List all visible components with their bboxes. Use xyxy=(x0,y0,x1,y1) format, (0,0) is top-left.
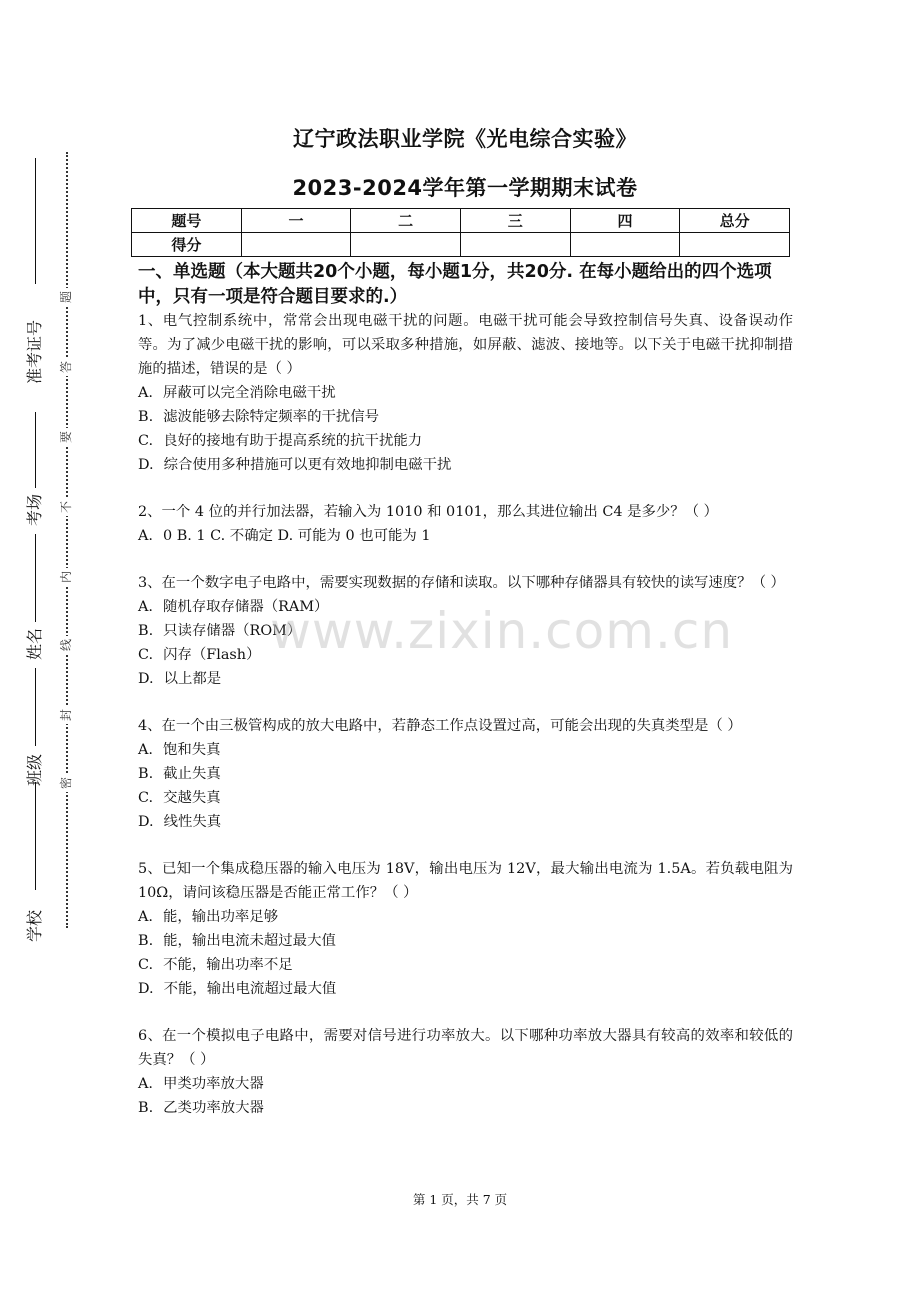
option xyxy=(138,667,793,691)
option xyxy=(138,453,793,477)
option-letter: C. xyxy=(138,433,154,449)
score-cell: 一 xyxy=(241,209,351,233)
seal-char: 答 xyxy=(57,358,75,376)
option-letter: A. xyxy=(138,1076,153,1092)
field-line xyxy=(35,668,36,746)
question xyxy=(138,571,793,691)
seal-char: 不 xyxy=(57,498,75,516)
exam-term-title: 2023-2024学年第一学期期末试卷 xyxy=(292,176,638,200)
option-letter: A. xyxy=(138,385,153,401)
field-line xyxy=(35,158,36,284)
option-text: 交越失真 xyxy=(163,790,221,806)
question-stem: 6、在一个模拟电子电路中，需要对信号进行功率放大。以下哪种功率放大器具有较高的效率和较低的失真？（ ） xyxy=(138,1028,793,1068)
class-label: 班级 xyxy=(25,753,44,786)
option-letter: D. xyxy=(138,671,154,687)
exam-title: 辽宁政法职业学院《光电综合实验》 xyxy=(293,127,637,151)
option-letter: B. xyxy=(138,623,154,639)
seal-char: 线 xyxy=(57,636,75,654)
question-stem: 5、已知一个集成稳压器的输入电压为 18V，输出电压为 12V，最大输出电流为 1.5A。若负载电阻为 10Ω，请问该稳压器是否能正常工作？（ ） xyxy=(138,861,793,901)
seal-char: 封 xyxy=(57,706,75,724)
exam-number-label: 准考证号 xyxy=(25,319,44,384)
option xyxy=(138,429,793,453)
option xyxy=(138,786,793,810)
page-footer: 第 1 页，共 7 页 xyxy=(412,1192,508,1207)
option xyxy=(138,1096,793,1120)
option-text: 随机存取存储器（RAM） xyxy=(162,599,329,615)
option xyxy=(138,977,793,1001)
option-text: 综合使用多种措施可以更有效地抑制电磁干扰 xyxy=(163,457,452,473)
option xyxy=(138,810,793,834)
option-letter: B. xyxy=(138,933,154,949)
score-table-score-row xyxy=(132,233,790,257)
question-stem: 3、在一个数字电子电路中，需要实现数据的存储和读取。以下哪种存储器具有较快的读写速度？（ ） xyxy=(138,575,785,591)
question-stem: 2、一个 4 位的并行加法器，若输入为 1010 和 0101，那么其进位输出 C4 是多少？（ ） xyxy=(138,504,719,520)
option xyxy=(138,381,793,405)
question xyxy=(138,714,793,834)
option xyxy=(138,905,793,929)
question xyxy=(138,309,793,477)
option-text: 闪存（Flash） xyxy=(163,647,261,663)
watermark: www.zixin.com.cn xyxy=(270,602,734,660)
option-text: 滤波能够去除特定频率的干扰信号 xyxy=(163,409,380,425)
field-line xyxy=(35,412,36,488)
option-text: 饱和失真 xyxy=(162,742,221,758)
score-cell: 总分 xyxy=(680,209,790,233)
exam-room-label: 考场 xyxy=(25,493,44,526)
option-text: 以上都是 xyxy=(163,671,222,687)
question-stem: 4、在一个由三极管构成的放大电路中，若静态工作点设置过高，可能会出现的失真类型是（ ） xyxy=(138,718,742,734)
option-text: 能，输出功率足够 xyxy=(162,909,279,925)
score-cell: 四 xyxy=(570,209,680,233)
option-text: 乙类功率放大器 xyxy=(163,1100,264,1116)
option-text: 不能，输出电流超过最大值 xyxy=(163,981,337,997)
seal-char: 题 xyxy=(57,288,75,306)
score-cell xyxy=(351,233,461,257)
option xyxy=(138,405,793,429)
score-table xyxy=(131,208,790,257)
option-letter: B. xyxy=(138,409,154,425)
option xyxy=(138,738,793,762)
score-table-header-row xyxy=(132,209,790,233)
option-text: 良好的接地有助于提高系统的抗干扰能力 xyxy=(163,433,423,449)
question xyxy=(138,857,793,1001)
option xyxy=(138,953,793,977)
option-text: 0 B. 1 C. 不确定 D. 可能为 0 也可能为 1 xyxy=(162,528,431,544)
option xyxy=(138,619,793,643)
field-line xyxy=(35,782,36,890)
section-heading: 一、单选题（本大题共20个小题，每小题1分，共20分. 在每小题给出的四个选项中，只有一项是符合题目要求的.） xyxy=(138,262,772,307)
option-letter: D. xyxy=(138,981,154,997)
option-letter: B. xyxy=(138,1100,154,1116)
option-text: 只读存储器（ROM） xyxy=(163,623,302,639)
score-cell xyxy=(241,233,351,257)
option xyxy=(138,929,793,953)
option-text: 截止失真 xyxy=(163,766,221,782)
seal-char: 要 xyxy=(57,428,75,446)
option xyxy=(138,1072,793,1096)
option-letter: C. xyxy=(138,790,154,806)
name-label: 姓名 xyxy=(25,627,44,660)
option-letter: A. xyxy=(138,742,153,758)
question xyxy=(138,1024,793,1120)
seal-char: 密 xyxy=(57,774,75,792)
score-cell: 得分 xyxy=(132,233,242,257)
option-letter: C. xyxy=(138,957,154,973)
score-cell: 题号 xyxy=(132,209,242,233)
option-letter: A. xyxy=(138,528,153,544)
option xyxy=(138,524,793,548)
score-cell xyxy=(570,233,680,257)
option xyxy=(138,762,793,786)
score-cell: 三 xyxy=(460,209,570,233)
option-letter: A. xyxy=(138,909,153,925)
question-list xyxy=(138,309,793,1143)
seal-line xyxy=(66,152,68,928)
score-cell xyxy=(680,233,790,257)
option-text: 线性失真 xyxy=(163,814,222,830)
question xyxy=(138,500,793,548)
binding-margin xyxy=(0,0,80,1302)
question-stem: 1、电气控制系统中，常常会出现电磁干扰的问题。电磁干扰可能会导致控制信号失真、设备误动作等。为了减少电磁干扰的影响，可以采取多种措施，如屏蔽、滤波、接地等。以下关于电磁干扰抑制措施的描述，错误的是（ ） xyxy=(138,313,793,377)
seal-char: 内 xyxy=(57,568,75,586)
option-text: 不能，输出功率不足 xyxy=(163,957,293,973)
field-line xyxy=(35,534,36,622)
option xyxy=(138,643,793,667)
score-cell xyxy=(460,233,570,257)
option-text: 甲类功率放大器 xyxy=(162,1076,264,1092)
option-letter: D. xyxy=(138,814,154,830)
option-text: 屏蔽可以完全消除电磁干扰 xyxy=(162,385,336,401)
school-label: 学校 xyxy=(25,909,44,942)
score-cell: 二 xyxy=(351,209,461,233)
option-letter: C. xyxy=(138,647,154,663)
option xyxy=(138,595,793,619)
option-letter: D. xyxy=(138,457,154,473)
option-letter: B. xyxy=(138,766,154,782)
option-letter: A. xyxy=(138,599,153,615)
option-text: 能，输出电流未超过最大值 xyxy=(163,933,336,949)
